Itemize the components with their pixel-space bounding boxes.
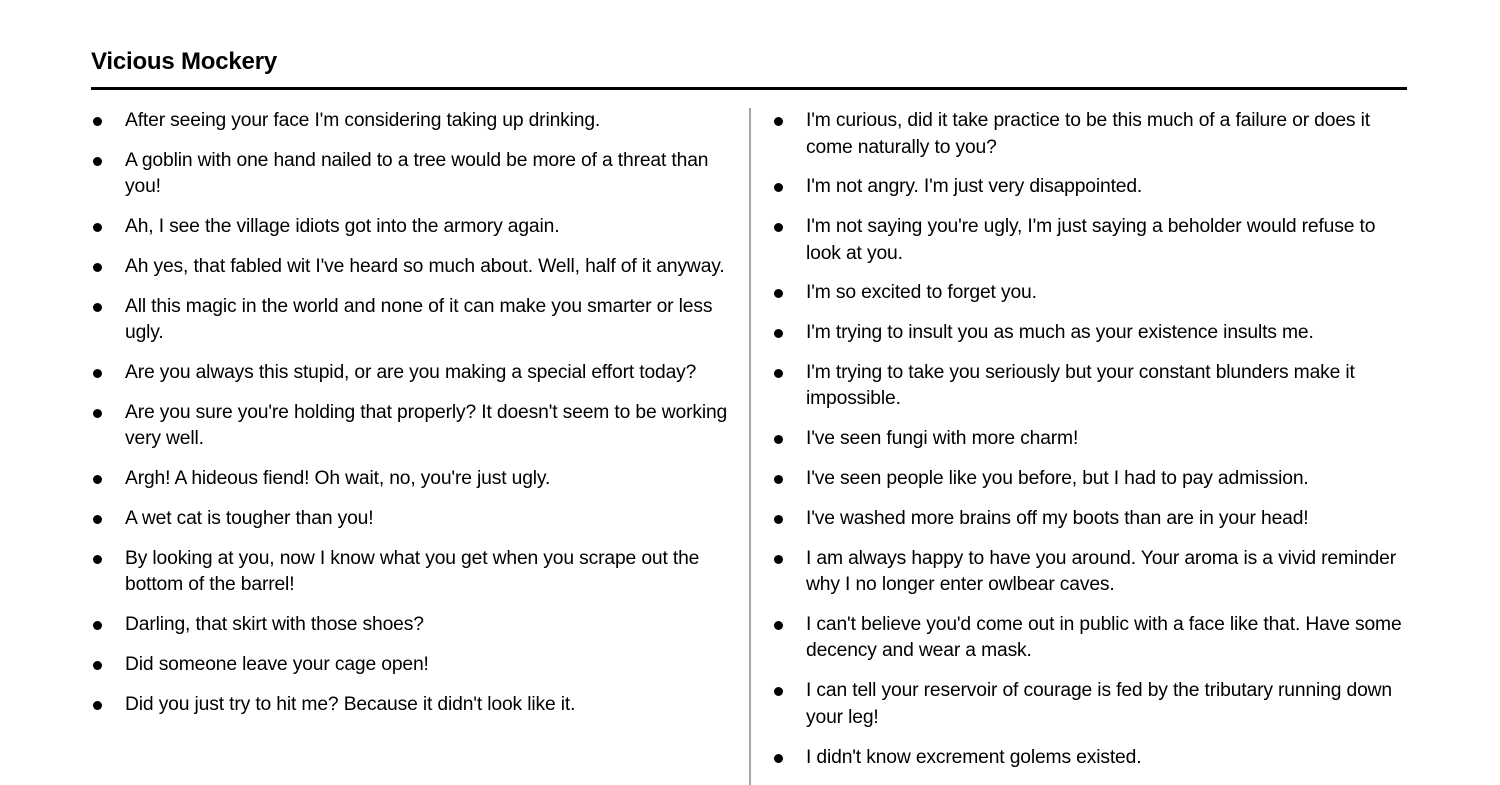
list-item xyxy=(772,320,1412,347)
list-item xyxy=(91,506,731,533)
list-item xyxy=(772,214,1412,267)
list-item-text: I'm not saying you're ugly, I'm just saying a beholder would refuse to look at you. xyxy=(806,216,1376,264)
bullet-icon xyxy=(774,555,783,564)
bullet-icon xyxy=(93,303,102,312)
list-item xyxy=(91,148,731,201)
bullet-icon xyxy=(93,117,102,126)
bullet-icon xyxy=(93,263,102,272)
list-item-text: Are you sure you're holding that properly? It doesn't seem to be working very well. xyxy=(125,401,728,450)
list-item-text: I'm curious, did it take practice to be this much of a failure or does it come naturally to you? xyxy=(806,110,1370,158)
list-item-text: I'm so excited to forget you. xyxy=(806,282,1037,304)
bullet-icon xyxy=(93,409,102,418)
list-item-text: I didn't know excrement golems existed. xyxy=(806,746,1142,768)
bullet-icon xyxy=(774,754,783,763)
bullet-icon xyxy=(93,661,102,670)
bullet-icon xyxy=(774,117,783,126)
title-underline-rule xyxy=(91,87,1407,90)
bullet-icon xyxy=(93,157,102,166)
bullet-icon xyxy=(774,329,783,338)
bullet-icon xyxy=(93,475,102,484)
list-item-text: Ah, I see the village idiots got into the armory again. xyxy=(125,216,560,238)
left-column-list xyxy=(91,108,731,731)
bullet-icon xyxy=(93,621,102,630)
list-item-text: By looking at you, now I know what you get when you scrape out the bottom of the barrel! xyxy=(125,547,700,596)
list-item xyxy=(91,652,731,679)
list-item-text: I'm not angry. I'm just very disappointed. xyxy=(806,176,1143,198)
list-item-text: I've seen people like you before, but I had to pay admission. xyxy=(806,468,1309,490)
bullet-icon xyxy=(93,369,102,378)
right-column-list xyxy=(772,108,1412,784)
list-item-text: A goblin with one hand nailed to a tree would be more of a threat than you! xyxy=(125,149,709,198)
bullet-icon xyxy=(774,223,783,232)
list-item-text: I can tell your reservoir of courage is fed by the tributary running down your leg! xyxy=(806,680,1393,728)
list-item-text: I've washed more brains off my boots than are in your head! xyxy=(806,507,1309,529)
list-item-text: I can't believe you'd come out in public with a face like that. Have some decency and wear a mask. xyxy=(806,613,1402,662)
list-item-text: I am always happy to have you around. Your aroma is a vivid reminder why I no longer enter owlbear caves. xyxy=(806,547,1396,596)
list-item xyxy=(772,612,1412,665)
list-item xyxy=(772,174,1412,201)
list-item xyxy=(772,280,1412,307)
list-item-text: After seeing your face I'm considering taking up drinking. xyxy=(125,110,601,131)
list-item xyxy=(772,678,1412,731)
list-item xyxy=(91,466,731,493)
bullet-icon xyxy=(93,555,102,564)
list-item-text: I've seen fungi with more charm! xyxy=(806,428,1079,450)
bullet-icon xyxy=(774,289,783,298)
list-item-text: All this magic in the world and none of it can make you smarter or less ugly. xyxy=(125,295,713,344)
list-item xyxy=(91,254,731,281)
list-item xyxy=(772,506,1412,533)
list-item xyxy=(91,294,731,347)
list-item xyxy=(91,612,731,639)
list-item xyxy=(772,745,1412,772)
list-item-text: Ah yes, that fabled wit I've heard so much about. Well, half of it anyway. xyxy=(125,255,725,277)
list-item xyxy=(91,214,731,241)
bullet-icon xyxy=(93,701,102,710)
list-item xyxy=(772,546,1412,599)
list-item-text: Did you just try to hit me? Because it didn't look like it. xyxy=(125,693,576,715)
list-item-text: Are you always this stupid, or are you making a special effort today? xyxy=(125,361,697,383)
list-item-text: Did someone leave your cage open! xyxy=(125,653,429,675)
bullet-icon xyxy=(774,621,783,630)
list-item-text: Darling, that skirt with those shoes? xyxy=(125,613,424,635)
bullet-icon xyxy=(93,515,102,524)
list-item xyxy=(91,108,731,135)
list-item xyxy=(772,360,1412,413)
bullet-icon xyxy=(774,183,783,192)
list-item xyxy=(91,692,731,719)
list-item xyxy=(772,108,1412,161)
list-item xyxy=(772,426,1412,453)
list-item-text: Argh! A hideous fiend! Oh wait, no, you're just ugly. xyxy=(125,468,551,490)
page-title: Vicious Mockery xyxy=(91,48,277,75)
bullet-icon xyxy=(774,369,783,378)
bullet-icon xyxy=(774,475,783,484)
bullet-icon xyxy=(93,223,102,232)
list-item xyxy=(91,360,731,387)
list-item-text: I'm trying to take you seriously but your constant blunders make it impossible. xyxy=(806,361,1355,410)
list-item xyxy=(772,466,1412,493)
column-divider xyxy=(749,108,751,785)
bullet-icon xyxy=(774,435,783,444)
bullet-icon xyxy=(774,515,783,524)
list-item-text: A wet cat is tougher than you! xyxy=(125,507,374,529)
list-item xyxy=(91,400,731,453)
list-item-text: I'm trying to insult you as much as your existence insults me. xyxy=(806,322,1314,344)
bullet-icon xyxy=(774,687,783,696)
list-item xyxy=(91,546,731,599)
